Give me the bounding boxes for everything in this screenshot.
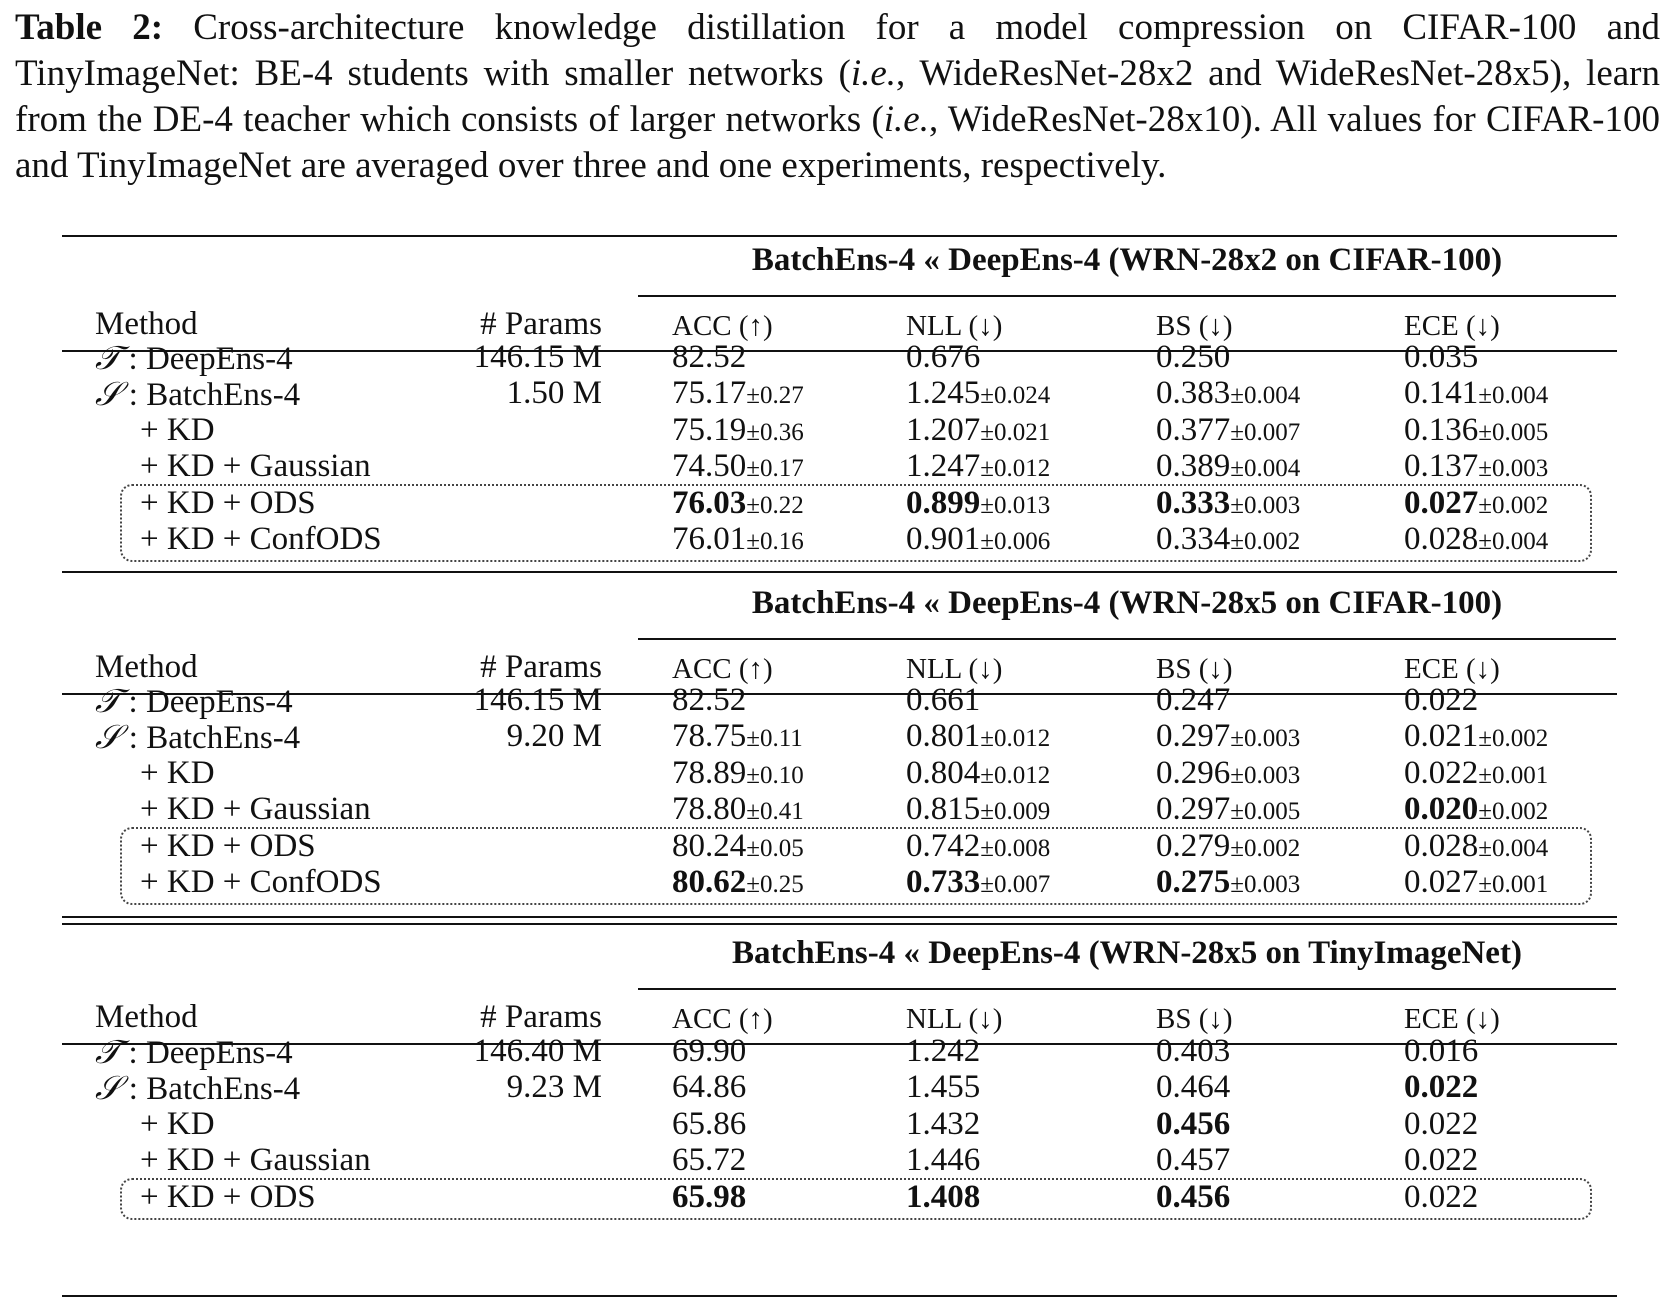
bs-std: ±0.004 bbox=[1230, 455, 1301, 483]
ece-value: 0.016 bbox=[1404, 1033, 1479, 1069]
bs-value: 0.297 bbox=[1156, 718, 1231, 755]
ece-cell bbox=[1404, 338, 1478, 377]
ece-cell bbox=[1404, 1032, 1478, 1071]
acc-cell bbox=[672, 681, 746, 720]
method-cell bbox=[95, 681, 293, 722]
bs-std: ±0.003 bbox=[1230, 871, 1301, 898]
table-row bbox=[0, 827, 1670, 866]
column-header-nll: NLL (↓) bbox=[906, 653, 1003, 685]
caption-text: -4 teacher which consists of larger networks ( bbox=[202, 99, 884, 140]
table-row bbox=[0, 681, 1670, 720]
table-caption bbox=[15, 5, 1660, 189]
acc-cell bbox=[672, 863, 804, 904]
nll-value: 0.801 bbox=[906, 718, 981, 755]
method-cell bbox=[95, 1032, 293, 1073]
ece-std: ±0.004 bbox=[1478, 528, 1549, 555]
block-separator bbox=[62, 571, 1617, 573]
bs-value: 0.464 bbox=[1156, 1069, 1231, 1106]
nll-std: ±0.006 bbox=[980, 528, 1051, 555]
acc-value: 80.24 bbox=[672, 827, 747, 864]
ece-value: 0.028 bbox=[1404, 827, 1479, 864]
ece-value: 0.020 bbox=[1404, 791, 1479, 828]
title-underline bbox=[638, 295, 1616, 297]
bs-cell bbox=[1156, 827, 1300, 868]
nll-value: 0.815 bbox=[906, 791, 981, 828]
nll-value: 0.742 bbox=[906, 827, 981, 864]
method-cell bbox=[95, 374, 300, 415]
bs-cell bbox=[1156, 520, 1300, 561]
caption-ie: i.e. bbox=[883, 99, 929, 140]
acc-std: ±0.05 bbox=[746, 834, 804, 862]
acc-value: 74.50 bbox=[672, 448, 747, 485]
bs-cell bbox=[1156, 681, 1230, 720]
ece-cell bbox=[1404, 681, 1478, 720]
nll-cell bbox=[906, 863, 1050, 904]
caption-text: , WideResNet-28x2 and WideResNet-28x5), learn from the bbox=[15, 53, 1660, 140]
column-header-params: # Params bbox=[480, 999, 602, 1035]
role-symbol: 𝒯 bbox=[95, 1032, 121, 1071]
bs-value: 0.389 bbox=[1156, 448, 1231, 485]
table-row bbox=[0, 1105, 1670, 1144]
table-row bbox=[0, 1141, 1670, 1180]
title-underline bbox=[638, 988, 1616, 990]
bs-std: ±0.002 bbox=[1230, 528, 1301, 555]
method-name: : BatchEns-4 bbox=[120, 377, 301, 414]
ece-cell bbox=[1404, 717, 1548, 758]
method-name: + KD + Gaussian bbox=[140, 448, 371, 485]
role-symbol: 𝒯 bbox=[95, 338, 121, 377]
bs-value: 0.279 bbox=[1156, 827, 1231, 864]
ece-std: ±0.003 bbox=[1478, 455, 1549, 483]
bs-value: 0.403 bbox=[1156, 1033, 1231, 1069]
acc-std: ±0.41 bbox=[746, 798, 804, 826]
nll-value: 1.245 bbox=[906, 375, 981, 412]
acc-std: ±0.22 bbox=[746, 491, 804, 519]
bs-std: ±0.005 bbox=[1230, 798, 1301, 826]
role-symbol: 𝒯 bbox=[95, 681, 121, 720]
ece-std: ±0.001 bbox=[1478, 761, 1549, 789]
ece-cell bbox=[1404, 411, 1548, 452]
acc-cell bbox=[672, 1032, 746, 1071]
method-cell bbox=[95, 1068, 300, 1109]
params-cell: 9.23 M bbox=[506, 1069, 602, 1106]
nll-value: 1.455 bbox=[906, 1069, 981, 1106]
method-name: : DeepEns-4 bbox=[120, 341, 293, 377]
column-header-bs: BS (↓) bbox=[1156, 310, 1233, 342]
method-name: + KD + ConfODS bbox=[140, 864, 382, 900]
ece-std: ±0.004 bbox=[1478, 834, 1549, 862]
table-row bbox=[0, 1032, 1670, 1071]
column-header-params: # Params bbox=[480, 306, 602, 342]
ece-value: 0.022 bbox=[1404, 1069, 1479, 1106]
acc-value: 78.75 bbox=[672, 718, 747, 755]
column-header-method: Method bbox=[95, 999, 198, 1035]
nll-cell bbox=[906, 1068, 980, 1107]
block-title: BatchEns-4 « DeepEns-4 (WRN-28x5 on TinyImageNet) bbox=[732, 935, 1522, 971]
ece-std: ±0.005 bbox=[1478, 418, 1549, 446]
nll-value: 0.804 bbox=[906, 754, 981, 791]
method-name: + KD bbox=[140, 411, 215, 448]
params-cell: 146.15 M bbox=[473, 339, 602, 375]
bs-value: 0.456 bbox=[1156, 1105, 1231, 1142]
column-header-nll: NLL (↓) bbox=[906, 1003, 1003, 1035]
method-name: : BatchEns-4 bbox=[120, 720, 301, 757]
bs-std: ±0.004 bbox=[1230, 382, 1301, 410]
acc-std: ±0.36 bbox=[746, 418, 804, 446]
ece-cell bbox=[1404, 863, 1548, 904]
params-cell: 1.50 M bbox=[506, 375, 602, 412]
bs-cell bbox=[1156, 447, 1300, 488]
acc-cell bbox=[672, 520, 804, 561]
acc-cell bbox=[672, 1105, 746, 1144]
nll-std: ±0.021 bbox=[980, 418, 1051, 446]
method-name: : BatchEns-4 bbox=[120, 1071, 301, 1108]
acc-std: ±0.17 bbox=[746, 455, 804, 483]
bs-value: 0.377 bbox=[1156, 411, 1231, 448]
nll-cell bbox=[906, 1105, 980, 1144]
column-header-ece: ECE (↓) bbox=[1404, 1003, 1500, 1035]
ece-cell bbox=[1404, 754, 1548, 795]
bs-cell bbox=[1156, 411, 1300, 452]
method-name: + KD + ODS bbox=[140, 1178, 316, 1215]
bs-std: ±0.003 bbox=[1230, 761, 1301, 789]
nll-cell bbox=[906, 338, 980, 377]
nll-value: 0.901 bbox=[906, 521, 981, 557]
method-cell bbox=[140, 754, 215, 793]
role-symbol: 𝒮 bbox=[95, 717, 121, 757]
bs-cell bbox=[1156, 484, 1300, 525]
column-header-ece: ECE (↓) bbox=[1404, 653, 1500, 685]
acc-cell bbox=[672, 411, 804, 452]
caption-label: Table 2: bbox=[15, 7, 164, 48]
ece-value: 0.035 bbox=[1404, 339, 1479, 375]
acc-value: 65.98 bbox=[672, 1178, 747, 1215]
acc-cell bbox=[672, 754, 804, 795]
ece-value: 0.136 bbox=[1404, 411, 1479, 448]
ece-cell bbox=[1404, 1105, 1478, 1144]
bs-value: 0.456 bbox=[1156, 1178, 1231, 1215]
bs-cell bbox=[1156, 790, 1300, 831]
acc-cell bbox=[672, 374, 804, 415]
acc-cell bbox=[672, 447, 804, 488]
bs-cell bbox=[1156, 1178, 1230, 1217]
double-rule-bottom bbox=[62, 923, 1617, 925]
column-header-nll: NLL (↓) bbox=[906, 310, 1003, 342]
params-cell: 9.20 M bbox=[506, 718, 602, 755]
ece-cell bbox=[1404, 484, 1548, 525]
table-row bbox=[0, 1068, 1670, 1107]
bs-cell bbox=[1156, 1105, 1230, 1144]
nll-value: 0.733 bbox=[906, 864, 981, 900]
caption-text: -4 students with smaller networks ( bbox=[301, 53, 851, 94]
nll-cell bbox=[906, 520, 1050, 561]
nll-cell bbox=[906, 754, 1050, 795]
nll-std: ±0.012 bbox=[980, 455, 1051, 483]
acc-std: ±0.27 bbox=[746, 382, 804, 410]
bs-value: 0.275 bbox=[1156, 864, 1231, 900]
block-title: BatchEns-4 « DeepEns-4 (WRN-28x2 on CIFAR-100) bbox=[751, 242, 1503, 278]
acc-value: 69.90 bbox=[672, 1033, 747, 1069]
bs-value: 0.296 bbox=[1156, 754, 1231, 791]
method-name: + KD + ODS bbox=[140, 827, 316, 864]
ece-value: 0.022 bbox=[1404, 1178, 1479, 1215]
nll-cell bbox=[906, 411, 1050, 452]
nll-cell bbox=[906, 1141, 980, 1180]
double-rule-top bbox=[62, 916, 1617, 918]
nll-cell bbox=[906, 790, 1050, 831]
nll-std: ±0.009 bbox=[980, 798, 1051, 826]
method-cell bbox=[140, 411, 215, 450]
nll-value: 1.432 bbox=[906, 1105, 981, 1142]
method-cell bbox=[140, 447, 371, 486]
acc-value: 80.62 bbox=[672, 864, 747, 900]
nll-value: 1.207 bbox=[906, 411, 981, 448]
nll-cell bbox=[906, 1032, 980, 1071]
ece-value: 0.022 bbox=[1404, 1105, 1479, 1142]
nll-std: ±0.013 bbox=[980, 491, 1051, 519]
column-header-acc: ACC (↑) bbox=[672, 310, 773, 342]
table-row bbox=[0, 520, 1670, 559]
method-cell bbox=[140, 863, 382, 902]
acc-value: 75.17 bbox=[672, 375, 747, 412]
table-row bbox=[0, 374, 1670, 413]
bs-std: ±0.003 bbox=[1230, 725, 1301, 753]
ece-value: 0.141 bbox=[1404, 375, 1479, 412]
method-cell bbox=[140, 520, 382, 559]
acc-cell bbox=[672, 338, 746, 377]
acc-cell bbox=[672, 1141, 746, 1180]
bs-std: ±0.007 bbox=[1230, 418, 1301, 446]
ece-value: 0.027 bbox=[1404, 484, 1479, 521]
acc-cell bbox=[672, 827, 804, 868]
acc-std: ±0.16 bbox=[746, 528, 804, 555]
acc-cell bbox=[672, 717, 803, 758]
method-name: + KD + Gaussian bbox=[140, 791, 371, 828]
ece-value: 0.022 bbox=[1404, 682, 1479, 718]
nll-cell bbox=[906, 1178, 980, 1217]
bs-value: 0.334 bbox=[1156, 521, 1231, 557]
bs-cell bbox=[1156, 1141, 1230, 1180]
bs-value: 0.383 bbox=[1156, 375, 1231, 412]
method-name: + KD + Gaussian bbox=[140, 1142, 371, 1179]
ece-cell bbox=[1404, 1178, 1478, 1217]
caption-de: DE bbox=[152, 99, 203, 140]
acc-value: 65.86 bbox=[672, 1105, 747, 1142]
ece-cell bbox=[1404, 447, 1548, 488]
bs-cell bbox=[1156, 863, 1300, 904]
nll-value: 0.676 bbox=[906, 339, 981, 375]
column-header-params: # Params bbox=[480, 649, 602, 685]
ece-value: 0.022 bbox=[1404, 1142, 1479, 1179]
table-row bbox=[0, 338, 1670, 377]
method-cell bbox=[140, 790, 371, 829]
bs-cell bbox=[1156, 1032, 1230, 1071]
caption-text: , WideResNet-28x10). All values for CIFAR-100 and TinyImageNet are averaged over three and one experiments, respectively. bbox=[15, 99, 1660, 186]
ece-cell bbox=[1404, 1068, 1478, 1107]
method-name: : DeepEns-4 bbox=[120, 1035, 293, 1071]
acc-value: 78.80 bbox=[672, 791, 747, 828]
ece-value: 0.027 bbox=[1404, 864, 1479, 900]
bs-cell bbox=[1156, 1068, 1230, 1107]
column-header-acc: ACC (↑) bbox=[672, 653, 773, 685]
title-underline bbox=[638, 638, 1616, 640]
nll-cell bbox=[906, 827, 1050, 868]
column-header-acc: ACC (↑) bbox=[672, 1003, 773, 1035]
bs-cell bbox=[1156, 374, 1300, 415]
nll-value: 0.899 bbox=[906, 484, 981, 521]
column-header-ece: ECE (↓) bbox=[1404, 310, 1500, 342]
nll-value: 1.242 bbox=[906, 1033, 981, 1069]
method-name: + KD + ConfODS bbox=[140, 521, 382, 557]
nll-std: ±0.012 bbox=[980, 761, 1051, 789]
nll-cell bbox=[906, 374, 1050, 415]
acc-cell bbox=[672, 1178, 746, 1217]
ece-value: 0.028 bbox=[1404, 521, 1479, 557]
bs-value: 0.457 bbox=[1156, 1142, 1231, 1179]
ece-value: 0.021 bbox=[1404, 718, 1479, 755]
method-name: + KD bbox=[140, 1105, 215, 1142]
acc-value: 64.86 bbox=[672, 1069, 747, 1106]
ece-cell bbox=[1404, 1141, 1478, 1180]
bs-std: ±0.003 bbox=[1230, 491, 1301, 519]
nll-cell bbox=[906, 447, 1050, 488]
block-title: BatchEns-4 « DeepEns-4 (WRN-28x5 on CIFAR-100) bbox=[751, 585, 1503, 621]
nll-cell bbox=[906, 681, 980, 720]
acc-std: ±0.10 bbox=[746, 761, 804, 789]
bs-value: 0.250 bbox=[1156, 339, 1231, 375]
table-row bbox=[0, 447, 1670, 486]
bs-cell bbox=[1156, 338, 1230, 377]
ece-cell bbox=[1404, 520, 1548, 561]
method-cell bbox=[140, 1141, 371, 1180]
caption-ie: i.e. bbox=[850, 53, 897, 94]
acc-cell bbox=[672, 484, 804, 525]
column-header-bs: BS (↓) bbox=[1156, 653, 1233, 685]
role-symbol: 𝒮 bbox=[95, 1068, 121, 1108]
table-row bbox=[0, 863, 1670, 902]
caption-be: BE bbox=[254, 53, 302, 94]
nll-cell bbox=[906, 717, 1050, 758]
nll-std: ±0.007 bbox=[980, 871, 1051, 898]
method-cell bbox=[140, 827, 316, 866]
bs-std: ±0.002 bbox=[1230, 834, 1301, 862]
acc-value: 78.89 bbox=[672, 754, 747, 791]
bs-cell bbox=[1156, 717, 1300, 758]
ece-value: 0.137 bbox=[1404, 448, 1479, 485]
acc-value: 82.52 bbox=[672, 682, 747, 718]
table-row bbox=[0, 754, 1670, 793]
nll-value: 1.247 bbox=[906, 448, 981, 485]
acc-value: 76.03 bbox=[672, 484, 747, 521]
method-cell bbox=[95, 338, 293, 379]
nll-cell bbox=[906, 484, 1050, 525]
bs-value: 0.333 bbox=[1156, 484, 1231, 521]
ece-cell bbox=[1404, 827, 1548, 868]
column-header-method: Method bbox=[95, 306, 198, 342]
nll-value: 1.408 bbox=[906, 1178, 981, 1215]
method-name: : DeepEns-4 bbox=[120, 684, 293, 720]
method-name: + KD bbox=[140, 754, 215, 791]
nll-std: ±0.008 bbox=[980, 834, 1051, 862]
bottom-rule bbox=[62, 1295, 1617, 1297]
table-row bbox=[0, 411, 1670, 450]
acc-std: ±0.25 bbox=[746, 871, 804, 898]
bs-value: 0.247 bbox=[1156, 682, 1231, 718]
table-row bbox=[0, 1178, 1670, 1217]
acc-value: 65.72 bbox=[672, 1142, 747, 1179]
ece-std: ±0.001 bbox=[1478, 871, 1549, 898]
params-cell: 146.15 M bbox=[473, 682, 602, 718]
method-cell bbox=[95, 717, 300, 758]
column-header-method: Method bbox=[95, 649, 198, 685]
ece-std: ±0.002 bbox=[1478, 725, 1549, 753]
column-header-bs: BS (↓) bbox=[1156, 1003, 1233, 1035]
acc-value: 82.52 bbox=[672, 339, 747, 375]
bs-value: 0.297 bbox=[1156, 791, 1231, 828]
nll-std: ±0.024 bbox=[980, 382, 1051, 410]
top-rule bbox=[62, 235, 1617, 237]
method-cell bbox=[140, 484, 316, 523]
bs-cell bbox=[1156, 754, 1300, 795]
role-symbol: 𝒮 bbox=[95, 374, 121, 414]
ece-value: 0.022 bbox=[1404, 754, 1479, 791]
method-name: + KD + ODS bbox=[140, 484, 316, 521]
table-row bbox=[0, 790, 1670, 829]
method-cell bbox=[140, 1178, 316, 1217]
table-row bbox=[0, 717, 1670, 756]
ece-cell bbox=[1404, 790, 1548, 831]
ece-std: ±0.004 bbox=[1478, 382, 1549, 410]
nll-std: ±0.012 bbox=[980, 725, 1051, 753]
ece-std: ±0.002 bbox=[1478, 491, 1549, 519]
table-row bbox=[0, 484, 1670, 523]
params-cell: 146.40 M bbox=[473, 1033, 602, 1069]
method-cell bbox=[140, 1105, 215, 1144]
nll-value: 0.661 bbox=[906, 682, 981, 718]
acc-std: ±0.11 bbox=[746, 725, 803, 753]
acc-value: 76.01 bbox=[672, 521, 747, 557]
acc-cell bbox=[672, 790, 804, 831]
acc-value: 75.19 bbox=[672, 411, 747, 448]
caption-text: Cross-architecture knowledge distillation for a model compression on CIFAR-100 and TinyImageNet: bbox=[15, 7, 1660, 94]
ece-std: ±0.002 bbox=[1478, 798, 1549, 826]
nll-value: 1.446 bbox=[906, 1142, 981, 1179]
ece-cell bbox=[1404, 374, 1548, 415]
acc-cell bbox=[672, 1068, 746, 1107]
